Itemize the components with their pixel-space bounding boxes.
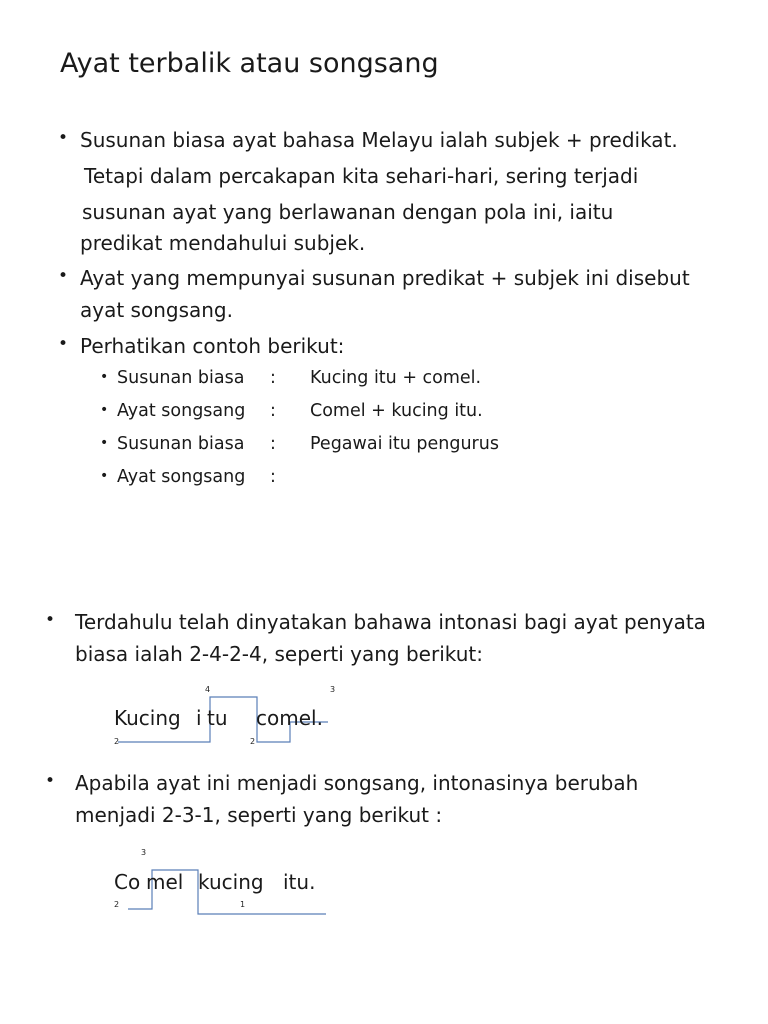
bullet-dot: •	[45, 771, 56, 791]
intonation-level: 1	[240, 900, 246, 909]
bullet-text-line: susunan ayat yang berlawanan dengan pola ini, iaitu	[82, 200, 614, 224]
intonation-word: i	[196, 706, 202, 730]
bullet-text-line: Susunan biasa ayat bahasa Melayu ialah subjek + predikat.	[80, 128, 678, 152]
bullet-text-line: Terdahulu telah dinyatakan bahawa intonasi bagi ayat penyata	[75, 610, 706, 634]
bullet-text-line: Apabila ayat ini menjadi songsang, intonasinya berubah	[75, 771, 639, 795]
bullet-text-line: ayat songsang.	[80, 298, 233, 322]
bullet-dot: •	[58, 266, 69, 286]
intonation-level: 2	[114, 900, 120, 909]
page-title: Ayat terbalik atau songsang	[60, 48, 439, 79]
example-label: Ayat songsang	[117, 401, 246, 421]
intonation-word: Co	[114, 870, 141, 894]
sub-bullet-dot: •	[100, 468, 109, 484]
bullet-text-line: Tetapi dalam percakapan kita sehari-hari, sering terjadi	[84, 164, 639, 188]
example-value: Pegawai itu pengurus	[310, 434, 499, 454]
intonation-word: comel.	[256, 706, 323, 730]
intonation-word: Kucing	[114, 706, 181, 730]
example-colon: :	[270, 467, 276, 487]
bullet-text-line: Ayat yang mempunyai susunan predikat + subjek ini disebut	[80, 266, 690, 290]
intonation-word: itu.	[283, 870, 316, 894]
example-value: Comel + kucing itu.	[310, 401, 483, 421]
sub-bullet-dot: •	[100, 369, 109, 385]
example-value: Kucing itu + comel.	[310, 368, 482, 388]
bullet-text-line: Perhatikan contoh berikut:	[80, 334, 345, 358]
intonation-level: 4	[205, 685, 211, 694]
intonation-word: kucing	[198, 870, 264, 894]
intonation-level: 2	[114, 737, 120, 746]
example-colon: :	[270, 368, 276, 388]
bullet-text-line: predikat mendahului subjek.	[80, 231, 366, 255]
example-colon: :	[270, 434, 276, 454]
bullet-dot: •	[45, 610, 56, 630]
intonation-level: 3	[141, 848, 147, 857]
intonation-word: tu	[207, 706, 228, 730]
example-label: Ayat songsang	[117, 467, 246, 487]
sub-bullet-dot: •	[100, 435, 109, 451]
sub-bullet-dot: •	[100, 402, 109, 418]
bullet-dot: •	[58, 334, 69, 354]
intonation-level: 2	[250, 737, 256, 746]
example-label: Susunan biasa	[117, 434, 245, 454]
example-colon: :	[270, 401, 276, 421]
intonation-level: 3	[330, 685, 336, 694]
intonation-word: mel	[146, 870, 184, 894]
bullet-dot: •	[58, 128, 69, 148]
bullet-text-line: biasa ialah 2-4-2-4, seperti yang berikut:	[75, 642, 483, 666]
bullet-text-line: menjadi 2-3-1, seperti yang berikut :	[75, 803, 443, 827]
example-label: Susunan biasa	[117, 368, 245, 388]
